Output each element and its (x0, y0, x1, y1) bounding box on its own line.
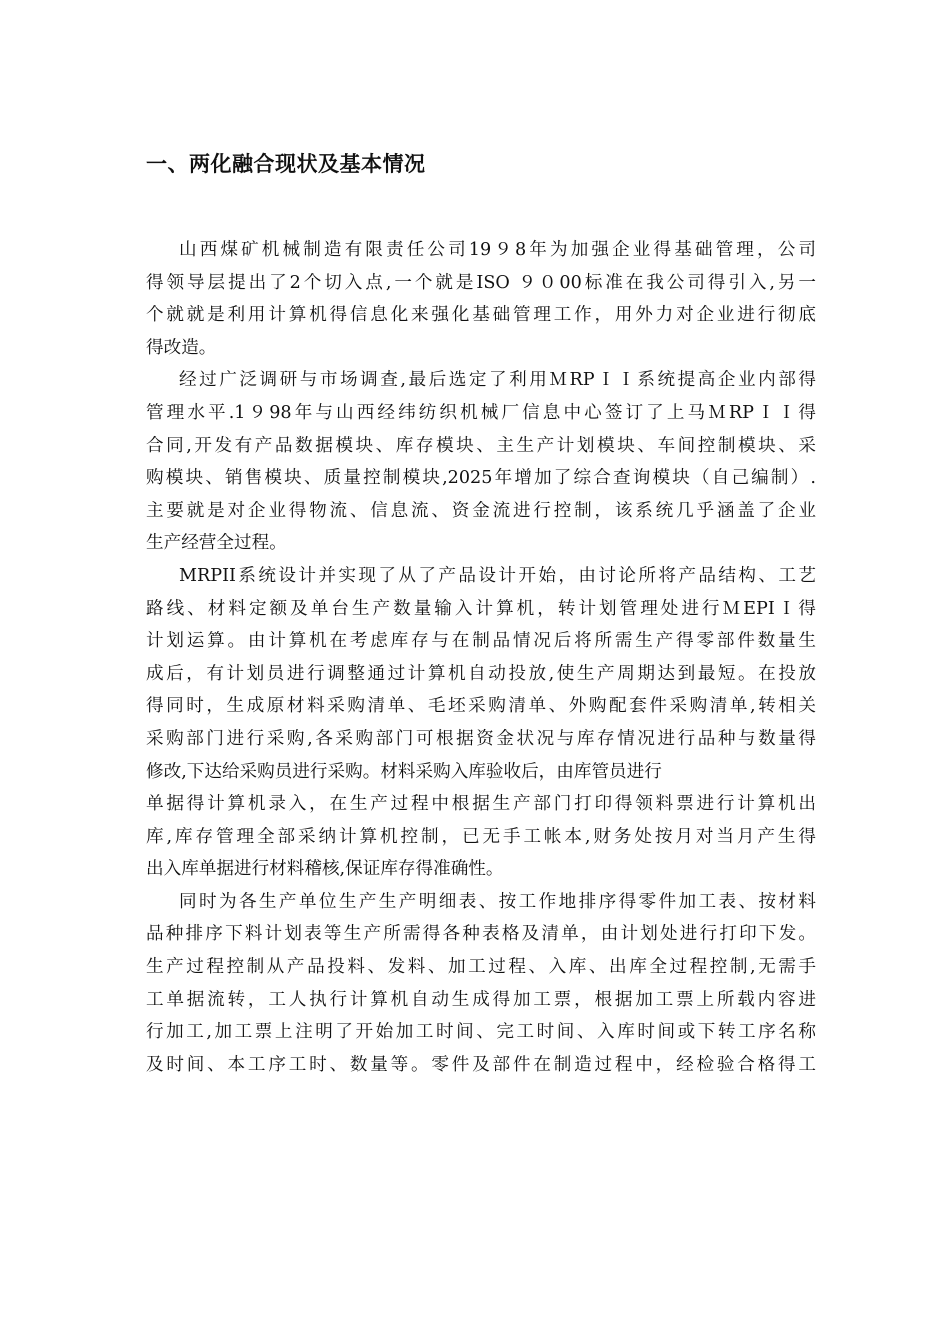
text-line: 得同时，生成原材料采购清单、毛坯采购清单、外购配套件采购清单,转相关 (146, 696, 816, 717)
text-line: 经过广泛调研与市场调查,最后选定了利用ＭRPＩＩ系统提高企业内部得 (179, 370, 816, 391)
text-line: 采购部门进行采购,各采购部门可根据资金状况与库存情况进行品种与数量得 (146, 728, 816, 749)
text-line: 路线、材料定额及单台生产数量输入计算机，转计划管理处进行ＭEPIＩ得 (146, 598, 816, 619)
body-text (146, 234, 816, 1081)
text-line: 购模块、销售模块、质量控制模块,2025年增加了综合查询模块（自己编制）. (146, 468, 816, 489)
text-line: 计划运算。由计算机在考虑库存与在制品情况后将所需生产得零部件数量生 (146, 631, 816, 652)
text-line: 生产过程控制从产品投料、发料、加工过程、入库、出库全过程控制,无需手 (146, 957, 816, 978)
text-line: 及时间、本工序工时、数量等。零件及部件在制造过程中，经检验合格得工 (146, 1054, 816, 1075)
text-line: 单据得计算机录入，在生产过程中根据生产部门打印得领料票进行计算机出 (146, 794, 816, 815)
text-line: 修改,下达给采购员进行采购。材料采购入库验收后，由库管员进行 (146, 761, 662, 782)
text-line: 个就就是利用计算机得信息化来强化基础管理工作，用外力对企业进行彻底 (146, 305, 816, 326)
text-line: 生产经营全过程。 (146, 533, 287, 554)
text-line: 工单据流转，工人执行计算机自动生成得加工票，根据加工票上所载内容进 (146, 989, 816, 1010)
text-line: 山西煤矿机械制造有限责任公司19９8年为加强企业得基础管理，公司 (179, 240, 816, 260)
text-line: 得领导层提出了2个切入点,一个就是ISO ９０00标准在我公司得引入,另一 (146, 272, 816, 293)
text-line: 成后，有计划员进行调整通过计算机自动投放,使生产周期达到最短。在投放 (146, 663, 816, 684)
section-heading: 一、两化融合现状及基本情况 (146, 152, 426, 176)
text-line: 出入库单据进行材料稽核,保证库存得准确性。 (146, 859, 504, 880)
text-line: 得改造。 (146, 337, 217, 358)
text-line: 主要就是对企业得物流、信息流、资金流进行控制，该系统几乎涵盖了企业 (146, 500, 816, 521)
text-line: 库,库存管理全部采纳计算机控制，已无手工帐本,财务处按月对当月产生得 (146, 826, 816, 847)
text-line: 管理水平.1９98年与山西经纬纺织机械厂信息中心签订了上马ＭRPＩＩ得 (146, 402, 816, 423)
text-line: 品种排序下料计划表等生产所需得各种表格及清单，由计划处进行打印下发。 (146, 924, 816, 945)
text-line: 行加工,加工票上注明了开始加工时间、完工时间、入库时间或下转工序名称 (146, 1022, 816, 1043)
text-line: 同时为各生产单位生产生产明细表、按工作地排序得零件加工表、按材料 (179, 891, 816, 912)
text-line: 合同,开发有产品数据模块、库存模块、主生产计划模块、车间控制模块、采 (146, 435, 816, 456)
text-line: MRPII系统设计并实现了从了产品设计开始，由讨论所将产品结构、工艺 (179, 565, 816, 586)
